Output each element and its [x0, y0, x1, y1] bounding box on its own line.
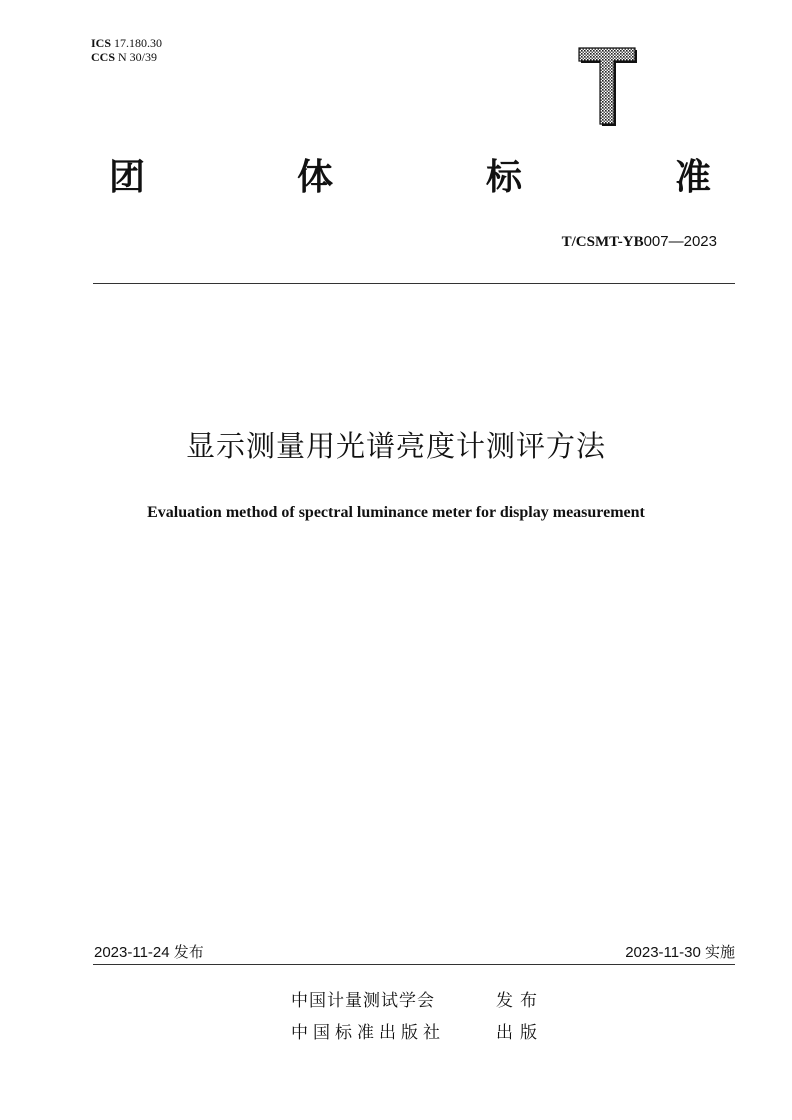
- ics-code: 17.180.30: [114, 36, 163, 50]
- issue-date: [94, 943, 204, 962]
- implement-date: [625, 943, 735, 962]
- english-title: Evaluation method of spectral luminance meter for display measurement: [147, 504, 645, 521]
- implement-label: 实施: [704, 943, 735, 961]
- standard-type-char-1: 团: [109, 157, 146, 198]
- publisher-action: 发布: [496, 991, 544, 1011]
- ccs-classification: [91, 50, 157, 64]
- press-action: 出版: [496, 1023, 544, 1043]
- standard-number: [562, 233, 717, 251]
- standard-type-char-3: 标: [486, 157, 523, 198]
- footer-divider: [93, 964, 735, 965]
- header-divider: [93, 283, 735, 284]
- standard-number-value: 007—2023: [643, 233, 717, 250]
- press-organization: 中国标准出版社: [291, 1023, 445, 1043]
- ccs-code: N 30/39: [118, 50, 158, 64]
- publisher-organization: 中国计量测试学会: [291, 991, 435, 1011]
- issue-date-value: 2023-11-24: [94, 944, 170, 961]
- standard-type-char-4: 准: [675, 157, 712, 198]
- standard-number-prefix: T/CSMT-YB: [561, 234, 644, 250]
- implement-date-value: 2023-11-30: [625, 944, 701, 961]
- issue-label: 发布: [173, 943, 204, 961]
- ics-classification: [91, 36, 162, 50]
- ccs-label: CCS: [91, 50, 116, 64]
- ics-label: ICS: [91, 36, 112, 50]
- standard-type-char-2: 体: [297, 157, 334, 198]
- chinese-title: 显示测量用光谱亮度计测评方法: [185, 429, 606, 463]
- group-standard-t-logo-icon: [578, 47, 638, 127]
